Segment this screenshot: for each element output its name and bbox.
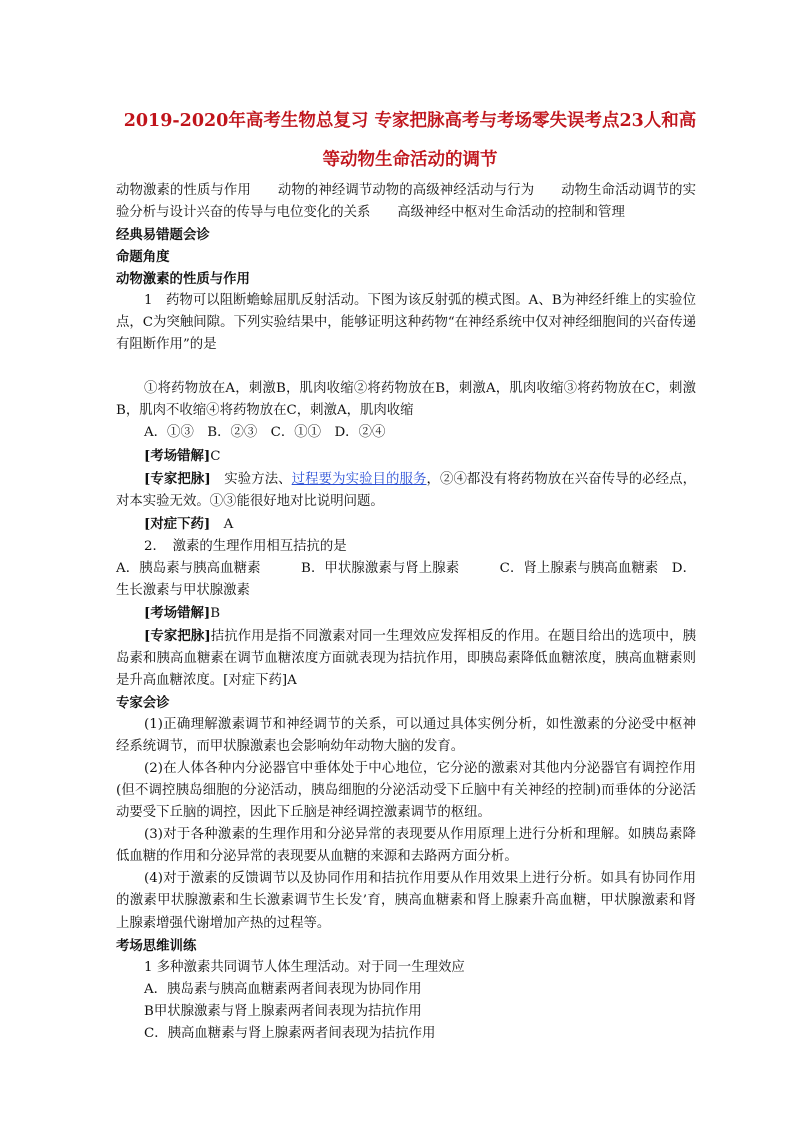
figure-placeholder [116, 356, 696, 378]
document-title-line2: 等动物生命活动的调节 [322, 150, 498, 170]
question-2-error [116, 602, 696, 625]
question-1-answer [116, 513, 696, 536]
section-heading-training: 考场思维训练 [116, 937, 197, 954]
question-1-expert [116, 468, 696, 513]
answer-label: [对症下药] [144, 515, 211, 532]
training-question-stem: 1 多种激素共同调节人体生理活动。对于同一生理效应 [144, 959, 465, 975]
error-label: [考场错解] [144, 604, 211, 621]
error-value: B [210, 605, 221, 621]
question-2-choices: A．胰岛素与胰高血糖素 B．甲状腺激素与肾上腺素 C．肾上腺素与胰高血糖素 D．生长激素与甲状腺激素 [116, 560, 696, 598]
question-2-stem: 2． 激素的生理作用相互拮抗的是 [144, 538, 347, 554]
expert-point: (2)在人体各种内分泌器官中垂体处于中心地位，它分泌的激素对其他内分泌器官有调控作用(但不调控胰岛细胞的分泌活动，胰岛细胞的分泌活动受下丘脑中有关神经的控制)而垂体的分泌活动要受下丘脑的调控，因此下丘脑是神经调控激素调节的枢纽。 [116, 761, 696, 821]
question-1-stem: 1 药物可以阻断蟾蜍屈肌反射活动。下图为该反射弧的模式图。A、B为神经纤维上的实验位点，C为突触间隙。下列实验结果中，能够证明这种药物“在神经系统中仅对神经细胞间的兴奋传递有阻断作用”的是 [116, 293, 696, 353]
expert-text: 拮抗作用是指不同激素对同一生理效应发挥相反的作用。在题目给出的选项中，胰岛素和胰高血糖素在调节血糖浓度方面就表现为拮抗作用，即胰岛素降低血糖浓度，胰高血糖素则是升高血糖浓度。[对症下药]A [116, 628, 696, 688]
expert-label: [专家把脉] [144, 627, 211, 644]
training-option-a: A．胰岛素与胰高血糖素两者间表现为协同作用 [144, 981, 422, 997]
answer-value: A [210, 516, 234, 532]
section-heading-topic: 动物激素的性质与作用 [116, 271, 250, 288]
section-heading-classic: 经典易错题会诊 [116, 227, 210, 244]
training-option-b: B甲状腺激素与肾上腺素两者间表现为拮抗作用 [144, 1003, 422, 1019]
question-2-expert [116, 625, 696, 692]
section-heading-expert: 专家会诊 [116, 695, 170, 712]
expert-label: [专家把脉] [144, 470, 211, 487]
expert-text-post: ，②④都没有将药物放在兴奋传导的必经点，对本实验无效。①③能很好地对比说明问题。 [116, 471, 697, 509]
intro-topics: 动物激素的性质与作用 动物的神经调节动物的高级神经活动与行为 动物生命活动调节的实验分析与设计兴奋的传导与电位变化的关系 高级神经中枢对生命活动的控制和管理 [116, 183, 696, 221]
section-heading-angle: 命题角度 [116, 249, 170, 266]
question-1-error [116, 445, 696, 468]
training-option-c: C．胰高血糖素与肾上腺素两者间表现为拮抗作用 [144, 1025, 436, 1041]
expert-link[interactable]: 过程要为实验目的服务 [291, 471, 427, 487]
expert-text-pre: 实验方法、 [210, 471, 292, 487]
expert-point: (4)对于激素的反馈调节以及协同作用和拮抗作用要从作用效果上进行分析。如具有协同作用的激素甲状腺激素和生长激素调节生长发’育，胰高血糖素和肾上腺素升高血糖，甲状腺激素和肾上腺素增强代谢增加产热的过程等。 [116, 871, 696, 931]
document-body [116, 180, 696, 1045]
expert-point: (3)对于各种激素的生理作用和分泌异常的表现要从作用原理上进行分析和理解。如胰岛素降低血糖的作用和分泌异常的表现要从血糖的来源和去路两方面分析。 [116, 827, 696, 865]
error-label: [考场错解] [144, 447, 211, 464]
question-1-choices: A．①③ B．②③ C．①① D．②④ [144, 425, 386, 441]
question-1-options: ①将药物放在A，刺激B，肌肉收缩②将药物放在B，刺激A，肌肉收缩③将药物放在C，刺激B，肌肉不收缩④将药物放在C，刺激A，肌肉收缩 [116, 381, 696, 419]
document-title-line1: 2019-2020年高考生物总复习 专家把脉高考与考场零失误考点23人和高 [123, 111, 697, 131]
expert-point: (1)正确理解激素调节和神经调节的关系，可以通过具体实例分析，如性激素的分泌受中枢神经系统调节，而甲状腺激素也会影响幼年动物大脑的发育。 [116, 717, 696, 755]
error-value: C [210, 448, 221, 464]
